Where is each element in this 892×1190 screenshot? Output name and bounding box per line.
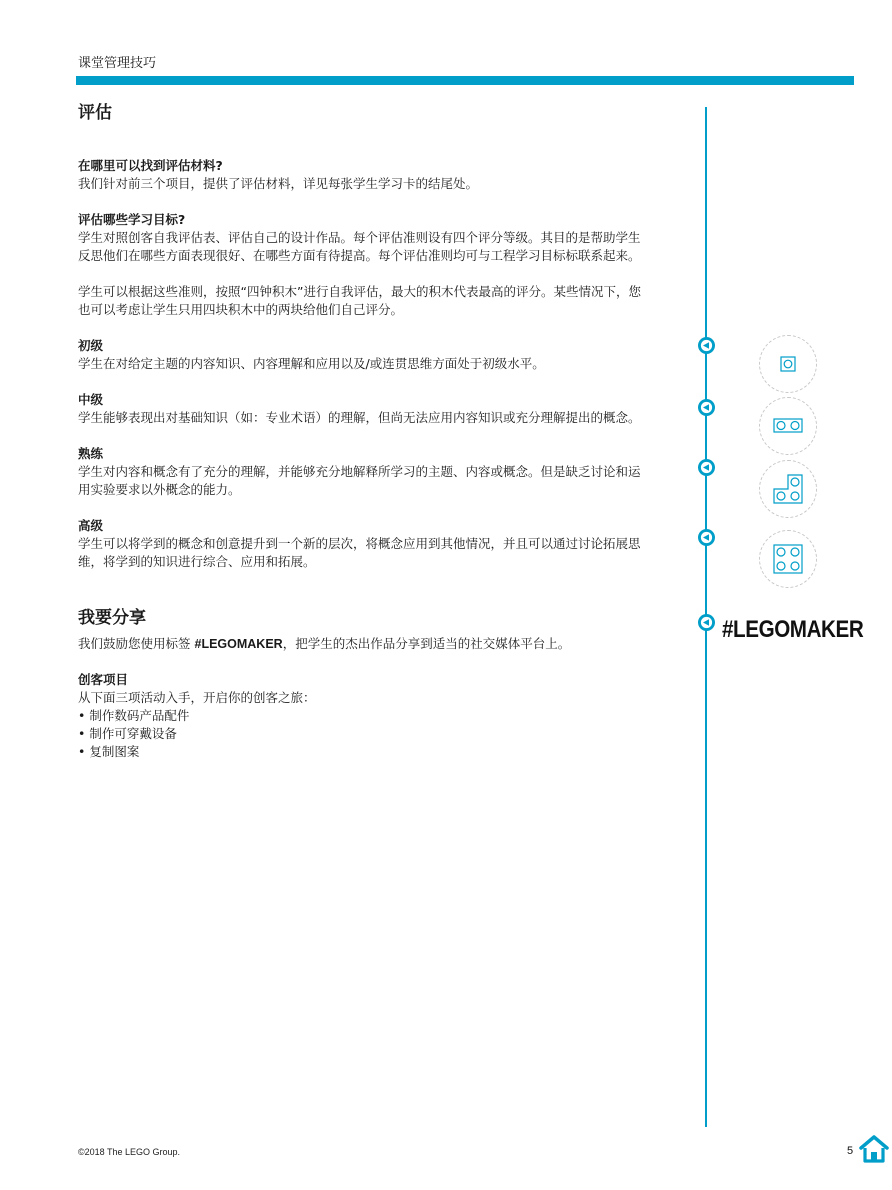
level-intermediate-name: 中级 (78, 392, 104, 407)
level-proficient-name: 熟练 (78, 446, 104, 461)
share-body-before: 我们鼓励您使用标签 (78, 636, 191, 651)
faq-materials (78, 157, 690, 193)
home-icon[interactable] (858, 1134, 890, 1164)
self-assessment-line1: 学生可以根据这些准则，按照“四钟积木”进行自我评估，最大的积木代表最高的评分。某些情况下，您 (78, 284, 641, 299)
list-item: • 制作可穿戴设备 (78, 725, 690, 743)
maker-projects-intro: 从下面三项活动入手，开启你的创客之旅： (78, 690, 316, 705)
level-advanced-desc-line1: 学生可以将学到的概念和创意提升到一个新的层次，将概念应用到其他情况，并且可以通过讨论拓展思 (78, 536, 641, 551)
share-tag: #LEGOMAKER (194, 637, 283, 651)
list-item: • 复制图案 (78, 743, 690, 761)
header-title: 课堂管理技巧 (78, 56, 157, 71)
brick-2x2-icon (759, 530, 817, 588)
faq-materials-answer: 我们针对前三个项目，提供了评估材料，详见每张学生学习卡的结尾处。 (78, 176, 479, 191)
list-item: • 制作数码产品配件 (78, 707, 690, 725)
level-advanced (78, 517, 690, 571)
self-assessment-line2: 也可以考虑让学生只用四块积木中的两块给他们自己评分。 (78, 302, 404, 317)
legomaker-hashtag: #LEGOMAKER (722, 616, 864, 643)
brick-1x1-icon (759, 335, 817, 393)
level-proficient-desc-line2: 用实验要求以外概念的能力。 (78, 482, 241, 497)
share-body (78, 635, 690, 653)
share-paragraph (78, 635, 690, 653)
share-body-after: ，把学生的杰出作品分享到适当的社交媒体平台上。 (282, 636, 571, 651)
level-beginner (78, 337, 690, 373)
level-advanced-desc-line2: 维，将学到的知识进行综合、应用和拓展。 (78, 554, 316, 569)
brick-l-shape-icon (759, 460, 817, 518)
level-proficient (78, 445, 690, 499)
faq-goals-question: 评估哪些学习目标? (78, 212, 186, 227)
faq-goals (78, 211, 690, 265)
faq-goals-answer-line2: 反思他们在哪些方面表现很好、在哪些方面有待提高。每个评估准则均可与工程学习目标标联系起来。 (78, 248, 641, 263)
level-beginner-name: 初级 (78, 338, 104, 353)
arrow-left-icon (698, 614, 715, 631)
self-assessment-paragraph (78, 283, 690, 319)
arrow-left-icon (698, 399, 715, 416)
share-heading: 我要分享 (78, 608, 146, 628)
faq-materials-question: 在哪里可以找到评估材料? (78, 158, 223, 173)
header-bar (76, 76, 854, 85)
main-content (78, 100, 690, 779)
maker-projects (78, 671, 690, 761)
level-beginner-desc: 学生在对给定主题的内容知识、内容理解和应用以及/或连贯思维方面处于初级水平。 (78, 356, 545, 371)
level-intermediate (78, 391, 690, 427)
faq-goals-answer-line1: 学生对照创客自我评估表、评估自己的设计作品。每个评估准则设有四个评分等级。其目的是帮助学生 (78, 230, 641, 245)
copyright: ©2018 The LEGO Group. (78, 1147, 181, 1157)
arrow-left-icon (698, 459, 715, 476)
maker-projects-title: 创客项目 (78, 672, 129, 687)
page-number: 5 (847, 1145, 854, 1157)
maker-projects-list (78, 707, 690, 761)
assessment-heading: 评估 (78, 103, 112, 123)
level-advanced-name: 高级 (78, 518, 104, 533)
brick-1x2-icon (759, 397, 817, 455)
level-proficient-desc-line1: 学生对内容和概念有了充分的理解，并能够充分地解释所学习的主题、内容或概念。但是缺乏讨论和运 (78, 464, 641, 479)
arrow-left-icon (698, 529, 715, 546)
level-intermediate-desc: 学生能够表现出对基础知识（如：专业术语）的理解，但尚无法应用内容知识或充分理解提出的概念。 (78, 410, 641, 425)
arrow-left-icon (698, 337, 715, 354)
